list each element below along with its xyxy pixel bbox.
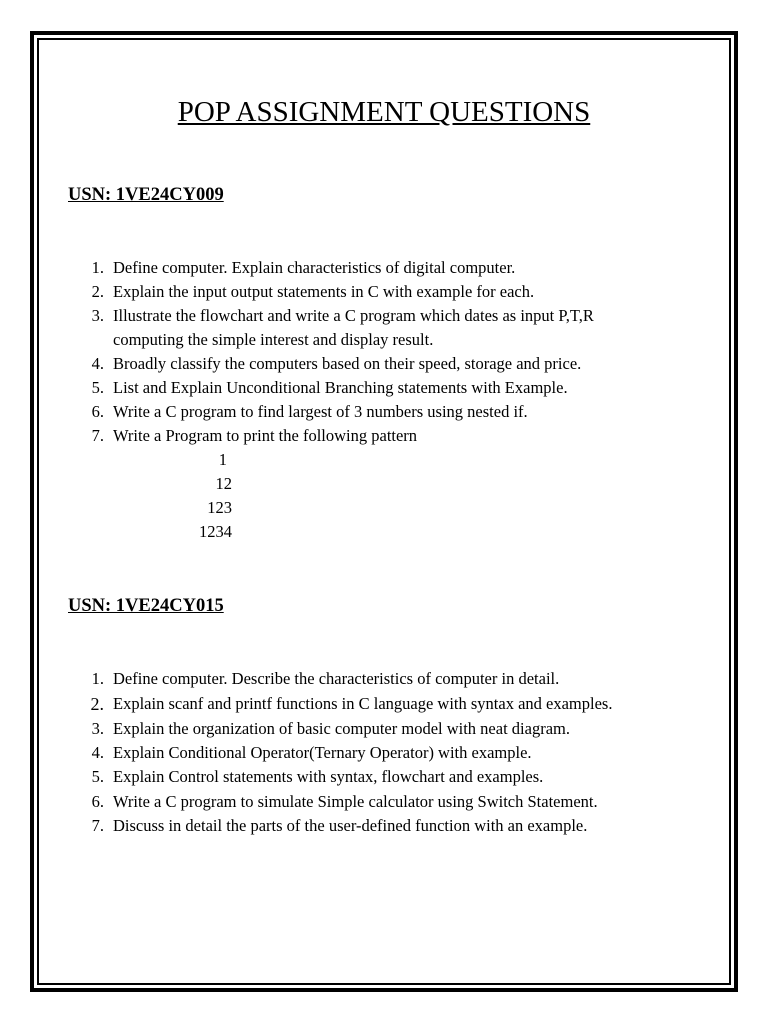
question-text-continued: computing the simple interest and display result. [113, 330, 434, 349]
question-text: Write a C program to find largest of 3 numbers using nested if. [113, 402, 528, 421]
list-number: 5. [91, 378, 104, 397]
question-text: Discuss in detail the parts of the user-defined function with an example. [113, 816, 588, 835]
page-border-inner [37, 38, 731, 985]
list-number: 6. [91, 792, 104, 811]
list-number: 3. [91, 306, 104, 325]
question-text: Explain Control statements with syntax, flowchart and examples. [113, 767, 544, 786]
list-number: 4. [91, 743, 104, 762]
question-text: Explain the organization of basic computer model with neat diagram. [113, 719, 570, 738]
page-title: POP ASSIGNMENT QUESTIONS [177, 96, 591, 128]
list-number: 1. [91, 669, 104, 688]
list-number: 5. [91, 767, 104, 786]
list-number: 4. [91, 354, 104, 373]
question-text: Define computer. Explain characteristics of digital computer. [113, 258, 516, 277]
usn-heading: USN: 1VE24CY015 [68, 596, 224, 616]
question-text: Illustrate the flowchart and write a C program which dates as input P,T,R [113, 306, 594, 325]
list-number: 6. [91, 402, 104, 421]
question-text: Define computer. Describe the characteristics of computer in detail. [113, 669, 560, 688]
question-text: List and Explain Unconditional Branching statements with Example. [113, 378, 568, 397]
question-text: Explain Conditional Operator(Ternary Operator) with example. [113, 743, 532, 762]
list-number: 2. [91, 282, 104, 301]
list-number: 2. [90, 694, 104, 714]
question-text: Explain the input output statements in C with example for each. [113, 282, 535, 301]
question-text: Explain scanf and printf functions in C language with syntax and examples. [113, 694, 613, 713]
question-text: Broadly classify the computers based on their speed, storage and price. [113, 354, 582, 373]
question-text: Write a C program to simulate Simple calculator using Switch Statement. [113, 792, 598, 811]
pattern-line: 1 [218, 450, 227, 469]
usn-heading: USN: 1VE24CY009 [68, 185, 224, 205]
pattern-line: 12 [215, 474, 232, 493]
question-text: Write a Program to print the following pattern [113, 426, 418, 445]
list-number: 7. [91, 426, 104, 445]
list-number: 3. [91, 719, 104, 738]
list-number: 7. [91, 816, 104, 835]
pattern-line: 1234 [199, 522, 232, 541]
list-number: 1. [91, 258, 104, 277]
pattern-line: 123 [207, 498, 232, 517]
